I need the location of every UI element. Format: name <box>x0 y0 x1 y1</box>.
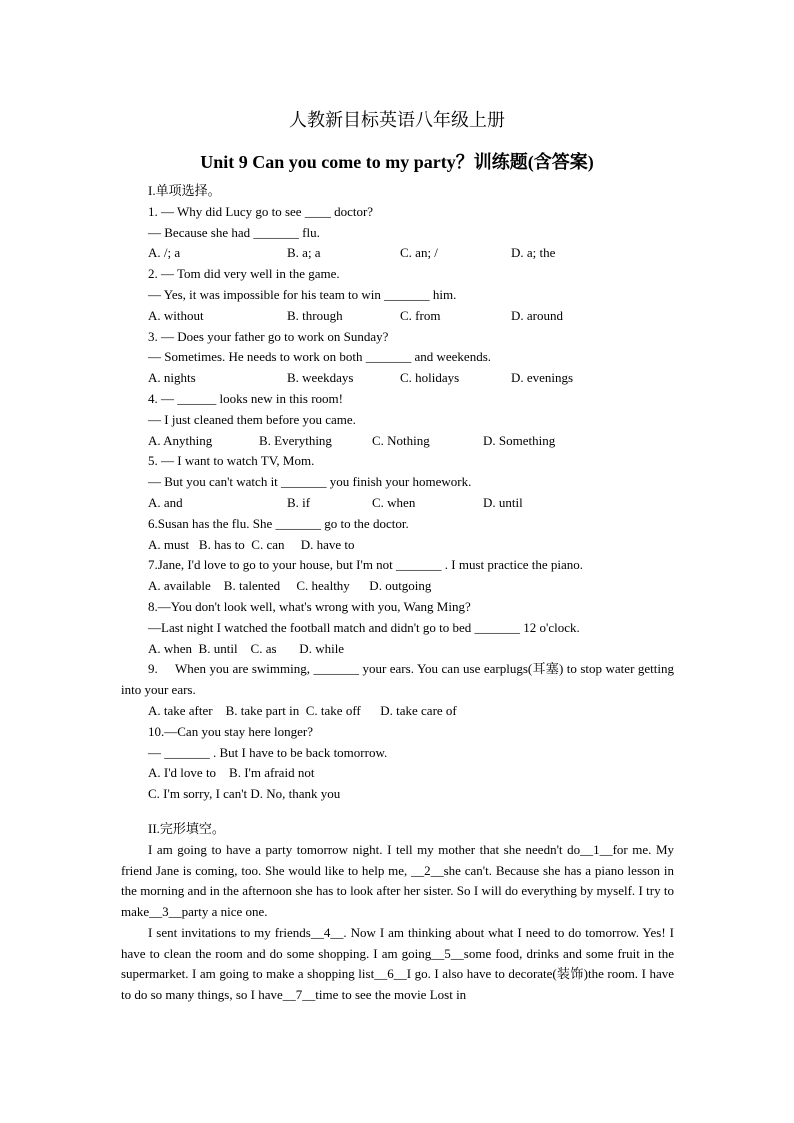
option: B. weekdays <box>287 370 354 386</box>
option: D. Something <box>483 432 556 448</box>
option: B. if <box>287 494 311 510</box>
question-9-options: A. take after B. take part in C. take off D. take care of <box>148 702 457 718</box>
question-3-answer-line: — Sometimes. He needs to work on both _______ and weekends. <box>148 349 492 365</box>
option: A. Anything <box>148 432 213 448</box>
question-5-options <box>121 493 674 514</box>
question-4-options <box>121 431 674 452</box>
option: C. an; / <box>400 245 438 261</box>
document-subtitle: Unit 9 Can you come to my party？训练题(含答案) <box>200 152 594 172</box>
question-8-options: A. when B. until C. as D. while <box>148 640 345 656</box>
option: A. /; a <box>148 245 181 261</box>
option: C. from <box>400 307 441 323</box>
option: B. a; a <box>287 245 321 261</box>
option: B. Everything <box>259 432 332 448</box>
section-heading-1: I.单项选择。 <box>148 183 221 198</box>
question-9: 9. When you are swimming, _______ your ears. You can use earplugs(耳塞) to stop water getting into your ears. <box>121 661 678 698</box>
document-body <box>121 181 678 1006</box>
option: D. until <box>483 494 523 510</box>
question-7: 7.Jane, I'd love to go to your house, but I'm not _______ . I must practice the piano. <box>148 557 584 573</box>
option: D. around <box>511 307 563 323</box>
option: D. evenings <box>511 370 574 386</box>
option: C. holidays <box>400 370 460 386</box>
question-3: 3. — Does your father go to work on Sunday? <box>148 328 389 344</box>
option: C. when <box>372 494 416 510</box>
question-4-answer-line: — I just cleaned them before you came. <box>148 411 356 427</box>
question-2-options <box>121 306 674 327</box>
option: A. nights <box>148 370 196 386</box>
question-10-options-2: C. I'm sorry, I can't D. No, thank you <box>148 786 341 802</box>
cloze-paragraph-1: I am going to have a party tomorrow night. I tell my mother that she needn't do__1__for me. My friend Jane is coming, too. She would like to help me, __2__she can't. Because she has a piano lesson in the morning and in the afternoon she has to look after her sister. So I will do everything by myself. I try to make__3__party a nice one. <box>121 841 674 920</box>
question-1: 1. — Why did Lucy go to see ____ doctor? <box>148 203 374 219</box>
question-8: 8.—You don't look well, what's wrong with you, Wang Ming? <box>148 598 471 614</box>
question-6-options: A. must B. has to C. can D. have to <box>148 536 355 552</box>
question-10-options-1: A. I'd love to B. I'm afraid not <box>148 765 315 781</box>
question-5: 5. — I want to watch TV, Mom. <box>148 453 315 469</box>
option: C. Nothing <box>372 432 430 448</box>
question-2: 2. — Tom did very well in the game. <box>148 266 340 282</box>
question-5-answer-line: — But you can't watch it _______ you finish your homework. <box>148 474 472 490</box>
question-4: 4. — ______ looks new in this room! <box>148 390 343 406</box>
question-1-options <box>121 243 674 264</box>
question-2-answer-line: — Yes, it was impossible for his team to win _______ him. <box>148 286 457 302</box>
cloze-paragraph-2: I sent invitations to my friends__4__. Now I am thinking about what I need to do tomorrow. Yes! I have to clean the room and do some shopping. I am going__5__some food, drinks and some fruit in the supermarket. I am going to make a shopping list__6__I go. I also have to decorate(装饰)the room. I have to do so many things, so I have__7__time to see the movie Lost in <box>121 924 674 1003</box>
question-7-options: A. available B. talented C. healthy D. outgoing <box>148 578 432 594</box>
question-6: 6.Susan has the flu. She _______ go to the doctor. <box>148 515 409 531</box>
option: B. through <box>287 307 343 323</box>
section-heading-2: II.完形填空。 <box>148 820 225 836</box>
question-10: 10.—Can you stay here longer? <box>148 723 313 739</box>
option: A. without <box>148 307 204 323</box>
question-1-answer-line: — Because she had _______ flu. <box>148 224 320 240</box>
question-10-answer-line: — _______ . But I have to be back tomorrow. <box>148 744 388 760</box>
document-title: 人教新目标英语八年级上册 <box>289 110 505 131</box>
option: D. a; the <box>511 245 556 261</box>
option: A. and <box>148 494 183 510</box>
question-3-options <box>121 368 674 389</box>
question-8-answer-line: —Last night I watched the football match and didn't go to bed _______ 12 o'clock. <box>148 619 580 635</box>
